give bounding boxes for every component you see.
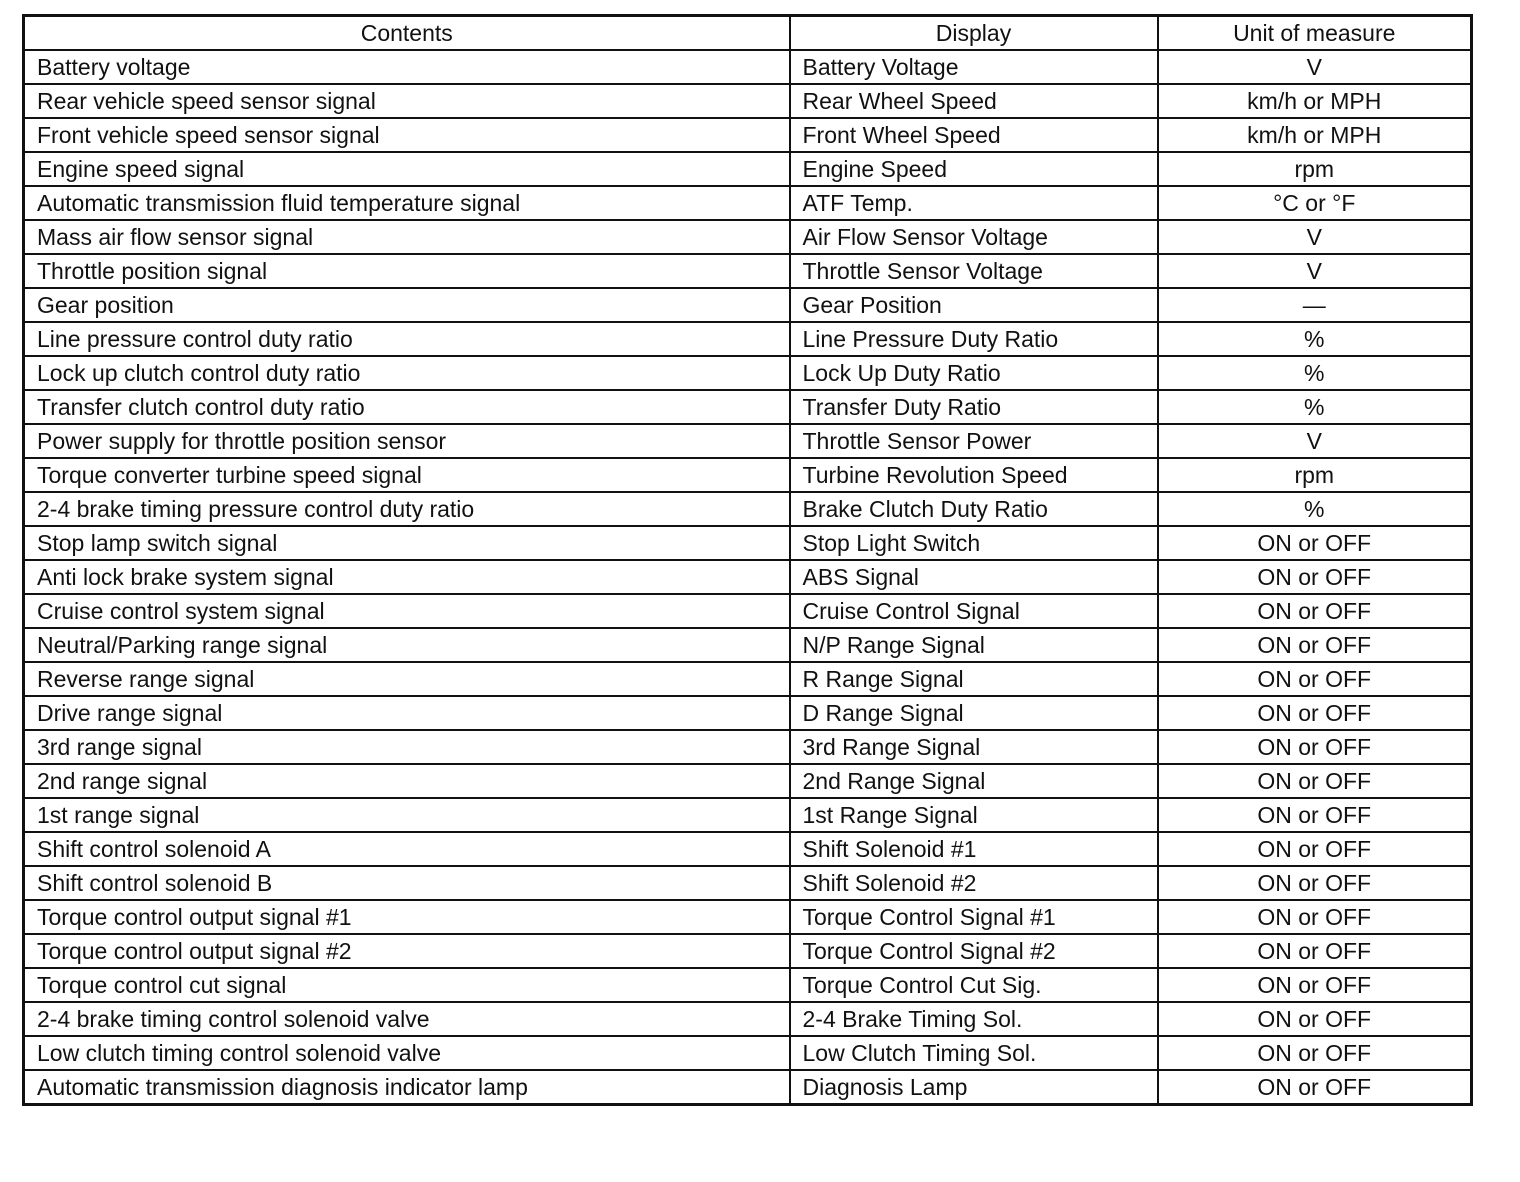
cell-display: Front Wheel Speed [790,118,1158,152]
cell-display: Torque Control Signal #2 [790,934,1158,968]
cell-contents: Cruise control system signal [24,594,790,628]
cell-contents: Torque control output signal #1 [24,900,790,934]
cell-contents: 2-4 brake timing control solenoid valve [24,1002,790,1036]
cell-display: Line Pressure Duty Ratio [790,322,1158,356]
table-row [24,1002,1472,1036]
table-row [24,866,1472,900]
cell-contents: Torque control cut signal [24,968,790,1002]
cell-unit: % [1158,356,1472,390]
cell-contents: Low clutch timing control solenoid valve [24,1036,790,1070]
cell-contents: Engine speed signal [24,152,790,186]
table-row [24,1070,1472,1105]
cell-contents: Gear position [24,288,790,322]
cell-display: ABS Signal [790,560,1158,594]
cell-unit: ON or OFF [1158,628,1472,662]
cell-display: Engine Speed [790,152,1158,186]
table-row [24,560,1472,594]
cell-display: Diagnosis Lamp [790,1070,1158,1105]
table-row [24,832,1472,866]
table-row [24,390,1472,424]
table-row [24,934,1472,968]
cell-contents: Transfer clutch control duty ratio [24,390,790,424]
table-row [24,628,1472,662]
cell-contents: Drive range signal [24,696,790,730]
cell-contents: 3rd range signal [24,730,790,764]
table-row [24,254,1472,288]
cell-display: Throttle Sensor Voltage [790,254,1158,288]
cell-contents: Throttle position signal [24,254,790,288]
cell-contents: Shift control solenoid B [24,866,790,900]
data-monitor-table-container [22,14,1470,1106]
cell-unit: ON or OFF [1158,1002,1472,1036]
cell-contents: 2-4 brake timing pressure control duty ratio [24,492,790,526]
table-row [24,424,1472,458]
table-row [24,118,1472,152]
cell-unit: ON or OFF [1158,662,1472,696]
cell-display: ATF Temp. [790,186,1158,220]
cell-contents: Automatic transmission fluid temperature signal [24,186,790,220]
cell-display: Air Flow Sensor Voltage [790,220,1158,254]
cell-unit: km/h or MPH [1158,118,1472,152]
cell-unit: V [1158,50,1472,84]
table-row [24,968,1472,1002]
column-header-display: Display [790,16,1158,51]
cell-contents: Lock up clutch control duty ratio [24,356,790,390]
cell-unit: — [1158,288,1472,322]
cell-unit: rpm [1158,458,1472,492]
table-header-row [24,16,1472,51]
table-row [24,492,1472,526]
cell-unit: % [1158,492,1472,526]
cell-display: Brake Clutch Duty Ratio [790,492,1158,526]
cell-unit: ON or OFF [1158,730,1472,764]
table-row [24,662,1472,696]
cell-display: Transfer Duty Ratio [790,390,1158,424]
cell-contents: Stop lamp switch signal [24,526,790,560]
cell-display: Shift Solenoid #2 [790,866,1158,900]
cell-contents: Line pressure control duty ratio [24,322,790,356]
cell-unit: ON or OFF [1158,560,1472,594]
table-row [24,84,1472,118]
table-row [24,798,1472,832]
cell-unit: ON or OFF [1158,968,1472,1002]
table-row [24,900,1472,934]
cell-contents: Battery voltage [24,50,790,84]
cell-display: Low Clutch Timing Sol. [790,1036,1158,1070]
cell-display: 1st Range Signal [790,798,1158,832]
cell-display: 3rd Range Signal [790,730,1158,764]
cell-contents: Anti lock brake system signal [24,560,790,594]
cell-contents: Neutral/Parking range signal [24,628,790,662]
table-row [24,220,1472,254]
cell-display: Throttle Sensor Power [790,424,1158,458]
cell-contents: Torque converter turbine speed signal [24,458,790,492]
table-row [24,730,1472,764]
cell-contents: Reverse range signal [24,662,790,696]
table-row [24,696,1472,730]
cell-display: N/P Range Signal [790,628,1158,662]
table-row [24,50,1472,84]
cell-unit: V [1158,424,1472,458]
cell-unit: ON or OFF [1158,900,1472,934]
table-row [24,764,1472,798]
cell-unit: ON or OFF [1158,696,1472,730]
cell-contents: 1st range signal [24,798,790,832]
cell-unit: % [1158,390,1472,424]
cell-unit: ON or OFF [1158,764,1472,798]
cell-contents: Mass air flow sensor signal [24,220,790,254]
table-body [24,50,1472,1105]
cell-unit: ON or OFF [1158,1070,1472,1105]
table-row [24,458,1472,492]
cell-contents: Torque control output signal #2 [24,934,790,968]
cell-unit: ON or OFF [1158,594,1472,628]
cell-contents: Shift control solenoid A [24,832,790,866]
cell-contents: Front vehicle speed sensor signal [24,118,790,152]
cell-contents: Rear vehicle speed sensor signal [24,84,790,118]
cell-display: Stop Light Switch [790,526,1158,560]
cell-display: Lock Up Duty Ratio [790,356,1158,390]
cell-display: D Range Signal [790,696,1158,730]
cell-unit: ON or OFF [1158,526,1472,560]
cell-display: Turbine Revolution Speed [790,458,1158,492]
cell-unit: ON or OFF [1158,1036,1472,1070]
cell-unit: ON or OFF [1158,934,1472,968]
cell-display: Shift Solenoid #1 [790,832,1158,866]
cell-display: Torque Control Signal #1 [790,900,1158,934]
cell-unit: ON or OFF [1158,798,1472,832]
table-row [24,152,1472,186]
cell-display: Gear Position [790,288,1158,322]
cell-display: Torque Control Cut Sig. [790,968,1158,1002]
table-row [24,322,1472,356]
cell-display: Battery Voltage [790,50,1158,84]
table-row [24,186,1472,220]
table-row [24,1036,1472,1070]
cell-contents: Automatic transmission diagnosis indicator lamp [24,1070,790,1105]
cell-unit: km/h or MPH [1158,84,1472,118]
cell-unit: V [1158,254,1472,288]
column-header-contents: Contents [24,16,790,51]
table-row [24,594,1472,628]
column-header-unit: Unit of measure [1158,16,1472,51]
cell-display: 2nd Range Signal [790,764,1158,798]
cell-display: Rear Wheel Speed [790,84,1158,118]
cell-display: 2-4 Brake Timing Sol. [790,1002,1158,1036]
table-row [24,526,1472,560]
table-row [24,356,1472,390]
cell-unit: rpm [1158,152,1472,186]
cell-display: R Range Signal [790,662,1158,696]
cell-contents: 2nd range signal [24,764,790,798]
cell-unit: °C or °F [1158,186,1472,220]
cell-contents: Power supply for throttle position sensor [24,424,790,458]
cell-unit: ON or OFF [1158,866,1472,900]
cell-display: Cruise Control Signal [790,594,1158,628]
cell-unit: % [1158,322,1472,356]
data-monitor-table [22,14,1473,1106]
table-row [24,288,1472,322]
cell-unit: ON or OFF [1158,832,1472,866]
cell-unit: V [1158,220,1472,254]
